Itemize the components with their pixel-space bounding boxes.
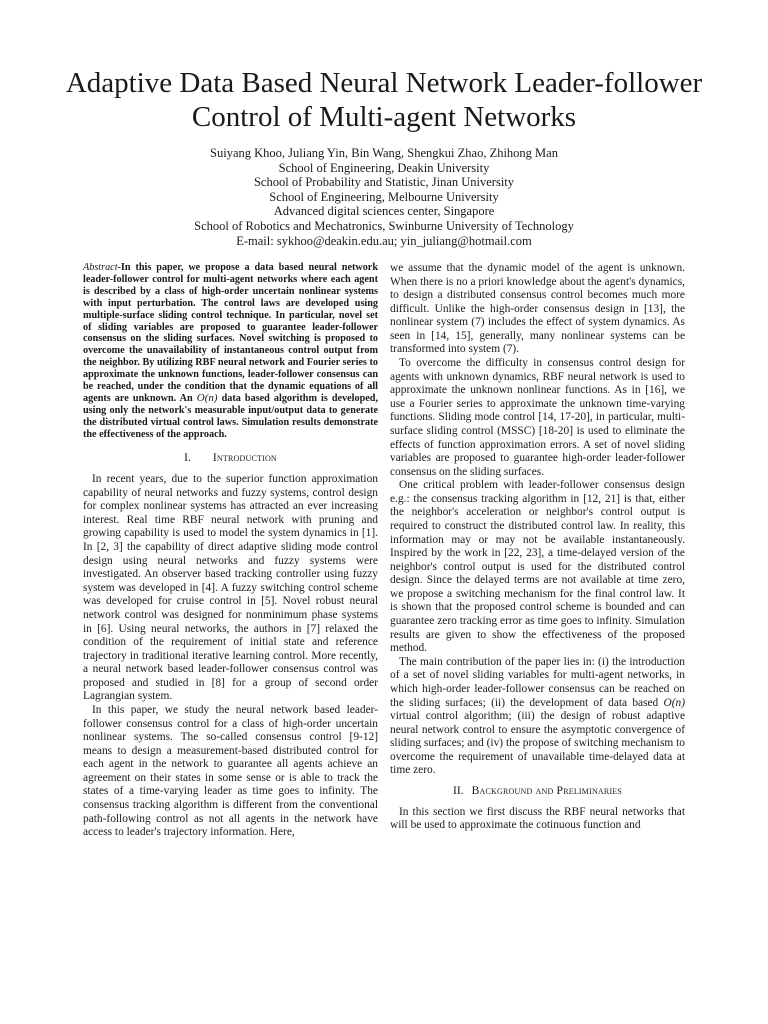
contribution-complexity: O(n) <box>663 696 685 709</box>
right-paragraph-2: To overcome the difficulty in consensus control design for agents with unknown dynamics, RBF neural network is used to approximate the unknown nonlinear functions. As in [16], we use a Fourier series to approximate the unknown time-varying functions. Sliding mode control [14, 17-20], in particular, multi-surface sliding control (MSSC) [18-20] is used to eliminate the effects of function approximation errors. A set of novel sliding variables are proposed to guarantee high-order leader-follower consensus on the sliding surfaces. <box>390 357 685 478</box>
affiliation-3: School of Engineering, Melbourne University <box>269 189 499 204</box>
right-column <box>390 262 685 833</box>
intro-paragraph-2: In this paper, we study the neural network based leader-follower consensus control for a class of high-order uncertain nonlinear systems. The so-called consensus control [9-12] means to design a measurement-based distributed control for each agent in the network to guarantee all agents achieve an agreement on their states in some sense or is able to track the states of a time-varying leader as time goes to infinity. The consensus tracking algorithm is different from the conventional path-following control as not all agents in the network have access to leader's trajectory information. Here, <box>83 704 378 839</box>
section-heading-introduction <box>83 451 378 465</box>
abstract-text-2: data based algorithm is developed, using only the network's measurable input/output data to generate the distributed virtual control laws. Simulation results demonstrate the effectiveness of the approach. <box>83 392 378 440</box>
affiliation-2: School of Probability and Statistic, Jinan University <box>253 175 515 190</box>
section-number: II. <box>452 783 464 797</box>
abstract <box>83 262 378 441</box>
contribution-text-2: virtual control algorithm; (iii) the design of robust adaptive neural network control to ensure the asymptotic convergence of sliding surfaces; and (iv) the propose of switching mechanism to overcome the requirement of unavailable time-delayed data at time zero. <box>390 710 685 777</box>
abstract-complexity: O(n) <box>196 391 218 404</box>
paper-title: Adaptive Data Based Neural Network Leader-follower Control of Multi-agent Networks <box>65 67 703 133</box>
right-paragraph-1: we assume that the dynamic model of the agent is unknown. When there is no a priori knowledge about the agent's dynamics, to design a distributed consensus control becomes much more difficult. Unlike the high-order consensus design in [13], the nonlinear system (7) includes the effect of system dynamics. As seen in [14, 15], generally, many nonlinear systems can be transformed into system (7). <box>390 262 685 356</box>
author-email: E-mail: sykhoo@deakin.edu.au; yin_juliang@hotmail.com <box>236 233 532 248</box>
right-paragraph-3: One critical problem with leader-follower consensus design e.g.: the consensus tracking algorithm in [12, 21] is that, either the neighbor's acceleration or neighbor's control output is required to construct the distributed control law. In reality, this information may or may not be available instantaneously. Inspired by the work in [22, 23], a time-delayed version of the neighbor's control output is used for the distributed control design. Since the delayed terms are not available at time zero, we propose a switching mechanism for the final control law. It is shown that the proposed control scheme is bounded and can guarantee zero tracking error as time goes to infinity. Simulation results are given to show the effectiveness of the proposed method. <box>390 479 685 655</box>
section-number: I. <box>184 450 191 464</box>
intro-paragraph-1: In recent years, due to the superior function approximation capability of neural networks and fuzzy systems, control design for complex nonlinear systems has attracted an ever increasing interest. Real time RBF neural network with pruning and growing capability is used to model the system dynamics in [1]. In [2, 3] the capability of direct adaptive sliding mode control design using neural networks and fuzzy systems were investigated. An observer based tracking controller using fuzzy system was developed in [4]. A fuzzy switching control scheme was developed for cruise control in [5]. Novel robust neural network control was designed for nonminimum phase systems in [6]. Using neural networks, the authors in [7] relaxed the condition of the requirement of initial state and reference trajectory in traditional iterative learning control. More recently, a neural network based leader-follower consensus control was proposed and studied in [8] for a group of second order Lagrangian system. <box>83 473 378 703</box>
author-block <box>60 146 708 248</box>
section-title: Background and Preliminaries <box>471 783 623 797</box>
affiliation-5: School of Robotics and Mechatronics, Swinburne University of Technology <box>194 218 574 233</box>
section-heading-background <box>390 784 685 798</box>
contribution-paragraph <box>390 656 685 778</box>
background-paragraph-1: In this section we first discuss the RBF neural networks that will be used to approximate the cotinuous function and <box>390 805 685 832</box>
section-title: Introduction <box>212 450 277 464</box>
affiliation-1: School of Engineering, Deakin University <box>278 160 490 175</box>
abstract-label: Abstract <box>83 262 118 273</box>
abstract-text-1: -In this paper, we propose a data based neural network leader-follower control for multi-agent networks where each agent is described by a class of high-order uncertain nonlinear systems with input perturbation. The control laws are developed using multiple-surface sliding control technique. In particular, novel set of sliding variables are proposed to guarantee leader-follower consensus on the sliding surfaces. Novel switching is proposed to overcome the unavailability of instantaneous control output from the neighbor. By utilizing RBF neural network and Fourier series to approximate the unknown functions, leader-follower consensus can be reached, under the condition that the dynamic equations of all agents are unknown. An <box>83 262 378 404</box>
author-names: Suiyang Khoo, Juliang Yin, Bin Wang, Shengkui Zhao, Zhihong Man <box>210 146 558 160</box>
contribution-text-1: The main contribution of the paper lies in: (i) the introduction of a set of novel sliding variables for multi-agent networks, in which high-order leader-follower consensus can be reached on the sliding surfaces; (ii) the development of data based <box>390 655 685 709</box>
left-column <box>83 262 378 840</box>
affiliation-4: Advanced digital sciences center, Singapore <box>273 204 495 219</box>
